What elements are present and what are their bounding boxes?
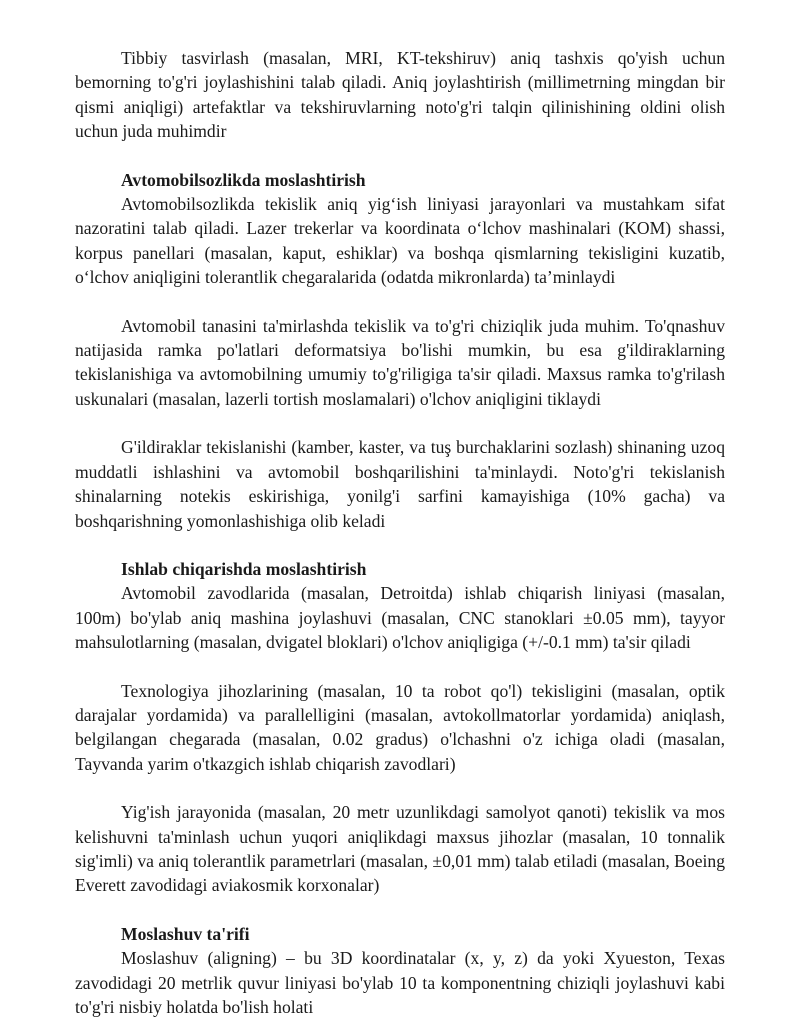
heading-automotive-alignment: Avtomobilsozlikda moslashtirish — [121, 169, 366, 190]
paragraph-medical-imaging: Tibbiy tasvirlash (masalan, MRI, KT-tekshiruv) aniq tashxis qo'yish uchun bemorning to'g'ri joylashishini talab qiladi. Aniq joylashtirish (millimetrning mingdan bir qismi aniqligi) artefaktlar va tekshiruvlarning noto'g'ri talqin qilinishining oldini olish uchun juda muhimdir — [75, 48, 725, 142]
heading-manufacturing-alignment: Ishlab chiqarishda moslashtirish — [121, 558, 367, 579]
paragraph-equipment-flatness: Texnologiya jihozlarining (masalan, 10 ta robot qo'l) tekisligini (masalan, optik darajalar yordamida) va parallelligini (masalan, avtokollmatorlar yordamida) aniqlash, belgilangan chegarada (masalan, 0.02 gradus) o'lchashni o'z ichiga oladi (masalan, Tayvanda yarim o'tkazgich ishlab chiqarish zavodlari) — [75, 680, 725, 774]
paragraph-automotive-assembly: Avtomobilsozlikda tekislik aniq yig‘ish liniyasi jarayonlari va mustahkam sifat nazoratini talab qiladi. Lazer trekerlar va koordinata o‘lchov mashinalari (KOM) shassi, korpus panellari (masalan, kaput, eshiklar) va boshqa qismlarning tekisligini kuzatib, o‘lchov aniqligini tolerantlik chegaralarida (odatda mikronlarda) ta’minlaydi — [75, 194, 725, 288]
paragraph-assembly-process: Yig'ish jarayonida (masalan, 20 metr uzunlikdagi samolyot qanoti) tekislik va mos kelishuvni ta'minlash uchun yuqori aniqlikdagi maxsus jihozlar (masalan, 10 tonnalik sig'imli) va aniq tolerantlik parametrlari (masalan, ±0,01 mm) talab etiladi (masalan, Boeing Everett zavodidagi aviakosmik korxonalar) — [75, 802, 725, 896]
document-page — [75, 46, 725, 1019]
paragraph-wheel-alignment: G'ildiraklar tekislanishi (kamber, kaster, va tuş burchaklarini sozlash) shinaning uzoq muddatli ishlashini va avtomobil boshqarilishini ta'minlaydi. Noto'g'ri tekislanish shinalarning notekis eskirishiga, yonilg'i sarfini kamayishiga (10% gacha) va boshqarishning yomonlashishiga olib keladi — [75, 437, 725, 531]
heading-alignment-definition: Moslashuv ta'rifi — [121, 923, 250, 944]
paragraph-car-factories: Avtomobil zavodlarida (masalan, Detroitda) ishlab chiqarish liniyasi (masalan, 100m) bo'ylab aniq mashina joylashuvi (masalan, CNC stanoklari ±0.05 mm), tayyor mahsulotlarning (masalan, dvigatel bloklari) o'lchov aniqligiga (+/-0.1 mm) ta'sir qiladi — [75, 583, 725, 653]
paragraph-body-repair: Avtomobil tanasini ta'mirlashda tekislik va to'g'ri chiziqlik juda muhim. To'qnashuv natijasida ramka po'latlari deformatsiya bo'lishi mumkin, bu esa g'ildiraklarning tekislanishiga va avtomobilning umumiy to'g'riligiga ta'sir qiladi. Maxsus ramka to'g'rilash uskunalari (masalan, lazerli tortish moslamalari) o'lchov aniqligini tiklaydi — [75, 315, 725, 409]
paragraph-alignment-definition: Moslashuv (aligning) – bu 3D koordinatalar (x, y, z) da yoki Xyueston, Texas zavodidagi 20 metrlik quvur liniyasi bo'ylab 10 ta komponentning chiziqli joylashuvi kabi to'g'ri nisbiy holatda bo'lish holati — [75, 948, 725, 1017]
